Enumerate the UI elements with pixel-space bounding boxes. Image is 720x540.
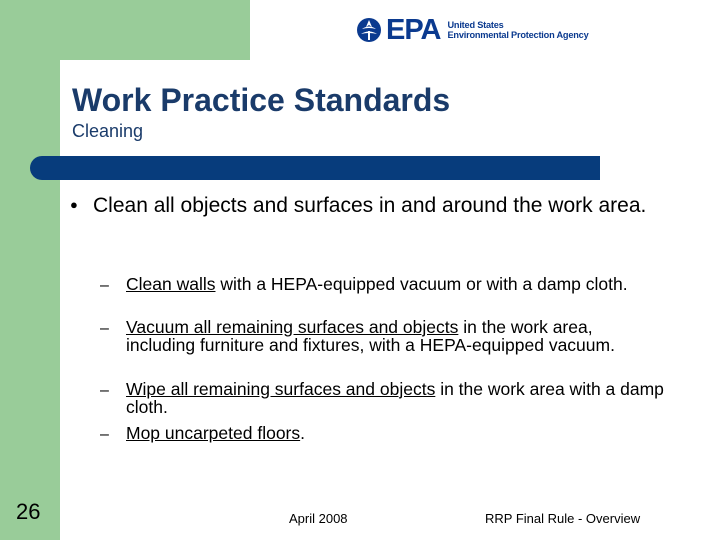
main-point: Clean all objects and surfaces in and around the work area. [93,194,647,217]
slide-title: Work Practice Standards [72,82,451,118]
slide-subtitle: Cleaning [72,121,144,141]
sub-point: Mop uncarpeted floors. [126,423,306,443]
title-divider-bar [30,156,600,180]
dash-icon: – [100,277,109,294]
slide-number: 26 [16,499,41,524]
sub-point: Vacuum all remaining surfaces and objects in the work area, including furniture and fixtures, with a HEPA-equipped vacuum. [126,317,615,355]
epa-wordmark: EPA [386,14,441,46]
epa-flower-icon [356,17,382,43]
epa-logo [356,14,589,46]
footer-title: RRP Final Rule - Overview [485,511,641,526]
dash-icon: – [100,382,109,399]
sidebar-green-band [0,0,60,540]
bullet-icon: ● [70,197,78,212]
footer-date: April 2008 [289,511,348,526]
dash-icon: – [100,426,109,443]
agency-name: United States Environmental Protection Agency [447,20,589,40]
sub-point: Clean walls with a HEPA-equipped vacuum or with a damp cloth. [126,274,628,294]
dash-icon: – [100,320,109,337]
sub-point: Wipe all remaining surfaces and objects in the work area with a damp cloth. [126,379,664,417]
